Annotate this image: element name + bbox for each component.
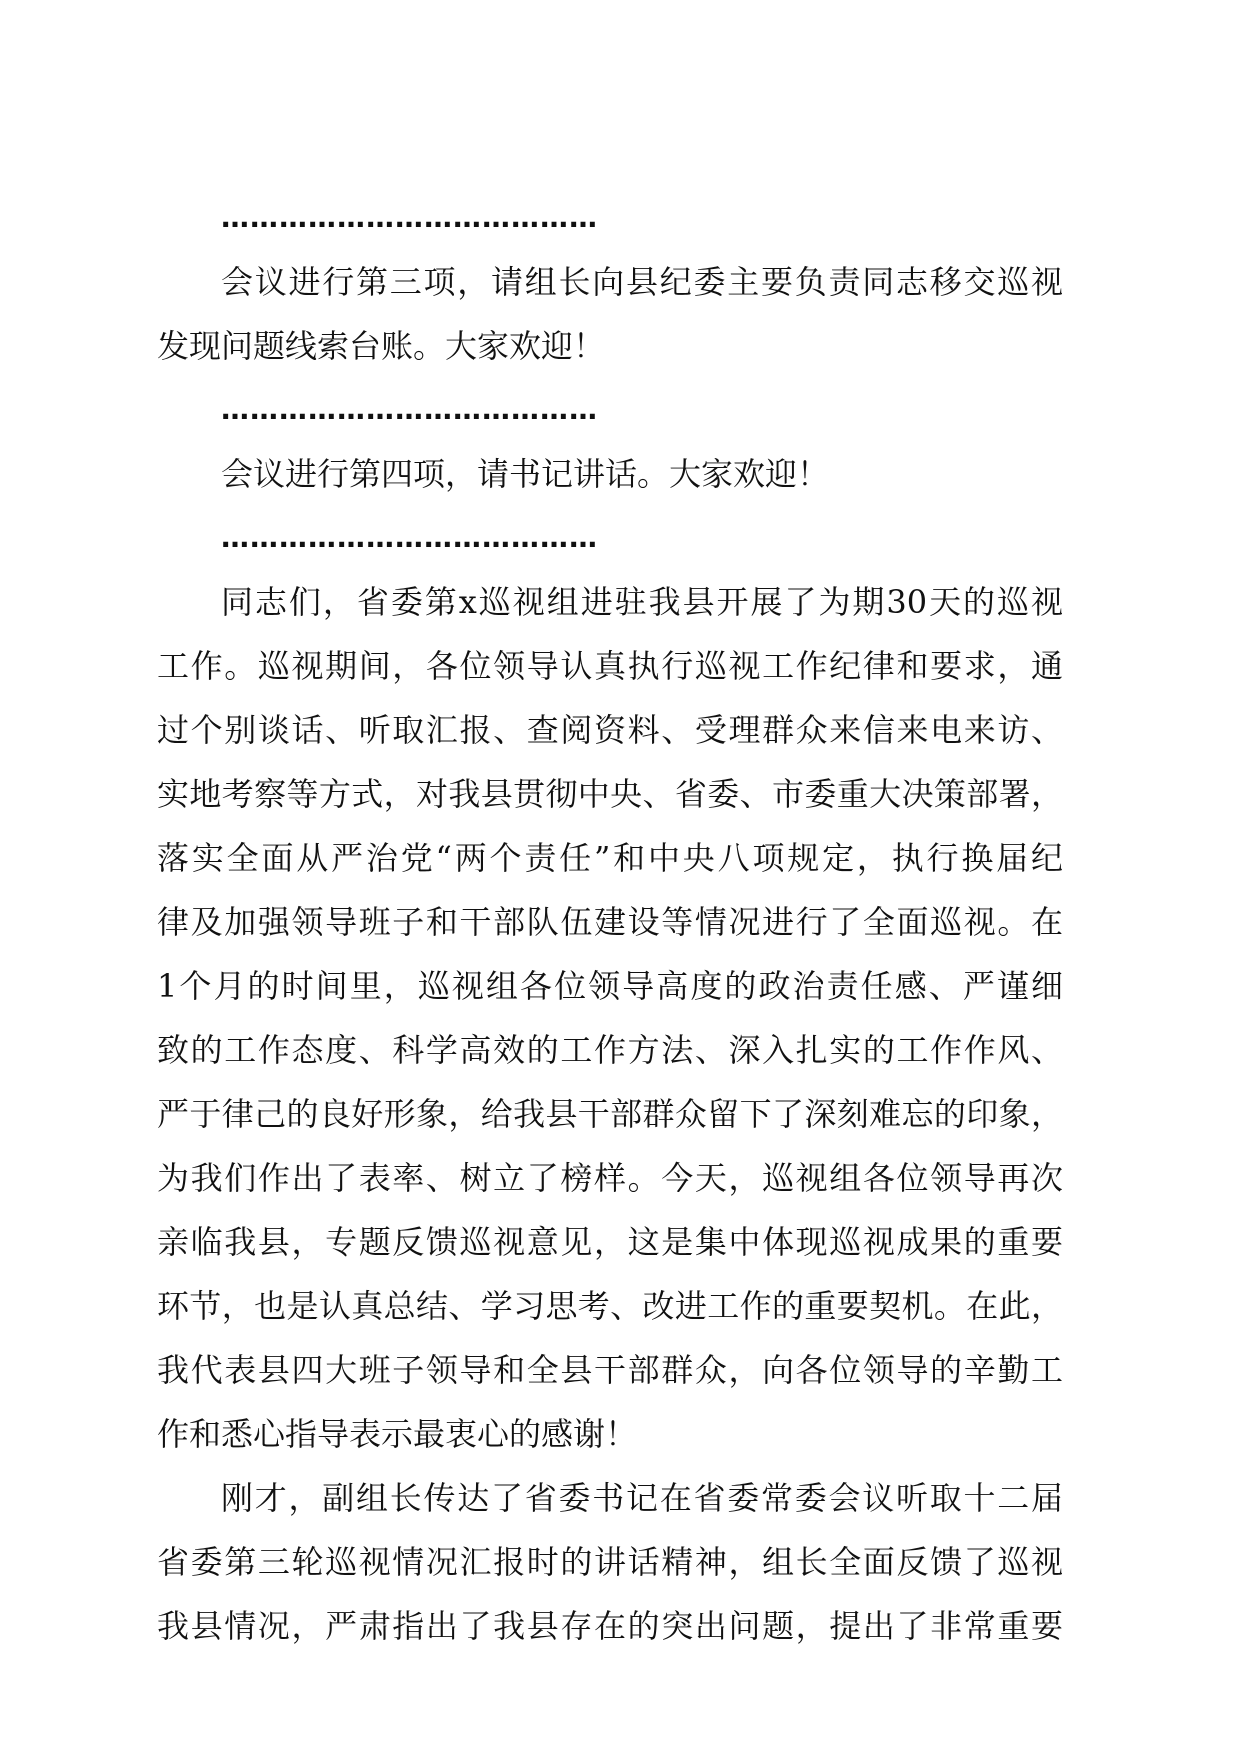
paragraph-line: 律及加强领导班子和干部队伍建设等情况进行了全面巡视。在 xyxy=(157,903,1063,941)
paragraph-line: 严于律己的良好形象，给我县干部群众留下了深刻难忘的印象， xyxy=(157,1095,1063,1133)
paragraph-line: 同志们，省委第x巡视组进驻我县开展了为期30天的巡视 xyxy=(221,583,1063,621)
agenda-item-3-line-1: 会议进行第三项，请组长向县纪委主要负责同志移交巡视 xyxy=(221,263,1063,301)
paragraph-line: 省委第三轮巡视情况汇报时的讲话精神，组长全面反馈了巡视 xyxy=(157,1543,1063,1581)
agenda-item-4: 会议进行第四项，请书记讲话。大家欢迎！ xyxy=(221,455,830,493)
paragraph-line: 致的工作态度、科学高效的工作方法、深入扎实的工作作风、 xyxy=(157,1031,1063,1069)
paragraph-line: 1个月的时间里，巡视组各位领导高度的政治责任感、严谨细 xyxy=(157,967,1063,1005)
speech-paragraph-1 xyxy=(157,570,1063,1466)
paragraph-line: 过个别谈话、听取汇报、查阅资料、受理群众来信来电来访、 xyxy=(157,711,1063,749)
paragraph-line: 我县情况，严肃指出了我县存在的突出问题，提出了非常重要 xyxy=(157,1607,1063,1645)
paragraph-line: 刚才，副组长传达了省委书记在省委常委会议听取十二届 xyxy=(221,1479,1063,1517)
paragraph-line: 环节，也是认真总结、学习思考、改进工作的重要契机。在此， xyxy=(157,1287,1063,1325)
agenda-item-3-line-2: 发现问题线索台账。大家欢迎！ xyxy=(157,327,606,365)
paragraph-line: 为我们作出了表率、树立了榜样。今天，巡视组各位领导再次 xyxy=(157,1159,1063,1197)
paragraph-line: 实地考察等方式，对我县贯彻中央、省委、市委重大决策部署， xyxy=(157,775,1063,813)
paragraph-line: 落实全面从严治党“两个责任”和中央八项规定，执行换届纪 xyxy=(157,839,1063,877)
paragraph-line: 作和悉心指导表示最衷心的感谢！ xyxy=(157,1415,638,1453)
document-body xyxy=(157,186,1063,1658)
paragraph-line: 工作。巡视期间，各位领导认真执行巡视工作纪律和要求，通 xyxy=(157,647,1063,685)
separator-dots: ………………………………… xyxy=(221,201,598,234)
paragraph-line: 我代表县四大班子领导和全县干部群众，向各位领导的辛勤工 xyxy=(157,1351,1063,1389)
separator-dots: ………………………………… xyxy=(221,393,598,426)
paragraph-line: 亲临我县，专题反馈巡视意见，这是集中体现巡视成果的重要 xyxy=(157,1223,1063,1261)
separator-dots: ………………………………… xyxy=(221,521,598,554)
speech-paragraph-2 xyxy=(157,1466,1063,1658)
